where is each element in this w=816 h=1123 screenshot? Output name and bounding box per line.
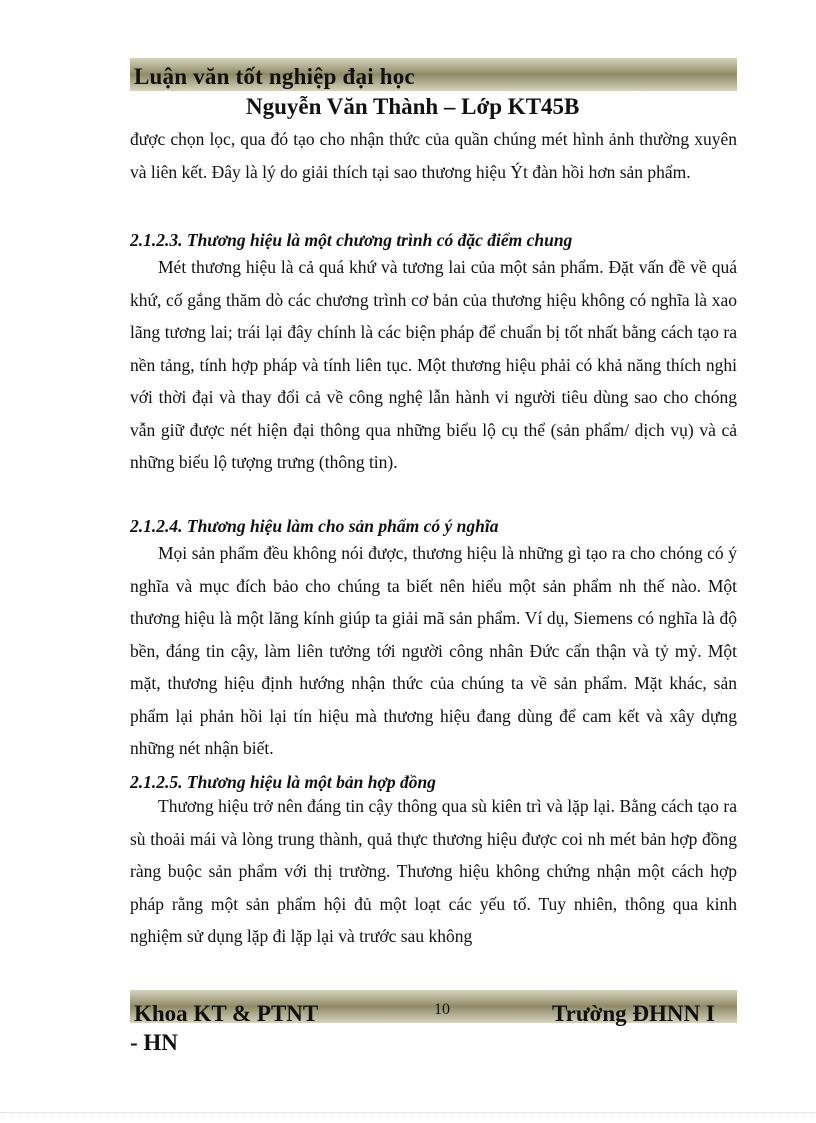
page-bottom-divider [0,1112,816,1113]
section-heading-2-1-2-3: 2.1.2.3. Thương hiệu là một chương trình có đặc điểm chung [130,230,573,250]
paragraph-section-2-1-2-3: Mét thương hiệu là cả quá khứ và tương lai của một sản phẩm. Đặt vấn đề về quá khứ, cố gắng thăm dò các chương trình cơ bản của thương hiệu không có nghĩa là xao lãng tương lai; trái lại đây chính là các biện pháp để chuẩn bị tốt nhất bằng cách tạo ra nền tảng, tính hợp pháp và tính liên tục. Một thương hiệu phải có khả năng thích nghi với thời đại và thay đổi cả về công nghệ lẫn hành vi người tiêu dùng sao cho chóng vẫn giữ được nét hiện đại thông qua những biểu lộ cụ thể (sản phẩm/ dịch vụ) và cả những biểu lộ tượng trưng (thông tin). [130,257,737,472]
paragraph-section-2-1-2-4: Mọi sản phẩm đều không nói được, thương hiệu là những gì tạo ra cho chóng có ý nghĩa và mục đích bảo cho chúng ta biết nên hiểu một sản phẩm nh thế nào. Một thương hiệu là một lăng kính giúp ta giải mã sản phẩm. Ví dụ, Siemens có nghĩa là độ bền, đáng tin cậy, làm liên tưởng tới người công nhân Đức cẩn thận và tỷ mỷ. Một mặt, thương hiệu định hướng nhận thức của chúng ta về sản phẩm. Mặt khác, sản phẩm lại phản hồi lại tín hiệu mà thương hiệu đang dùng để cam kết và xây dựng những nét nhận biết. [130,543,737,758]
section-heading-2-1-2-4: 2.1.2.4. Thương hiệu làm cho sản phẩm có ý nghĩa [130,516,499,536]
page-number: 10 [434,1001,450,1018]
header-author: Nguyễn Văn Thành – Lớp KT45B [246,94,580,119]
paragraph-section-2-1-2-5: Thương hiệu trở nên đáng tin cậy thông qua sù kiên trì và lặp lại. Bằng cách tạo ra sù thoải mái và lòng trung thành, quả thực thương hiệu được coi nh mét bản hợp đồng ràng buộc sản phẩm với thị trường. Thương hiệu không chứng nhận một cách hợp pháp rằng một sản phẩm hội đủ một loạt các yếu tố. Tuy nhiên, thông qua kinh nghiệm sử dụng lặp đi lặp lại và trước sau không [130,796,737,946]
footer-city: - HN [130,1030,178,1055]
paragraph-intro: được chọn lọc, qua đó tạo cho nhận thức của quần chúng mét hình ảnh thường xuyên và liên kết. Đây là lý do giải thích tại sao thương hiệu Ýt đàn hồi hơn sản phẩm. [130,129,737,182]
section-heading-2-1-2-5: 2.1.2.5. Thương hiệu là một bản hợp đồng [130,772,436,792]
footer-university: Trường ĐHNN I [552,1001,715,1026]
footer-faculty: Khoa KT & PTNT [134,1001,319,1026]
header-title: Luận văn tốt nghiệp đại học [134,64,415,89]
